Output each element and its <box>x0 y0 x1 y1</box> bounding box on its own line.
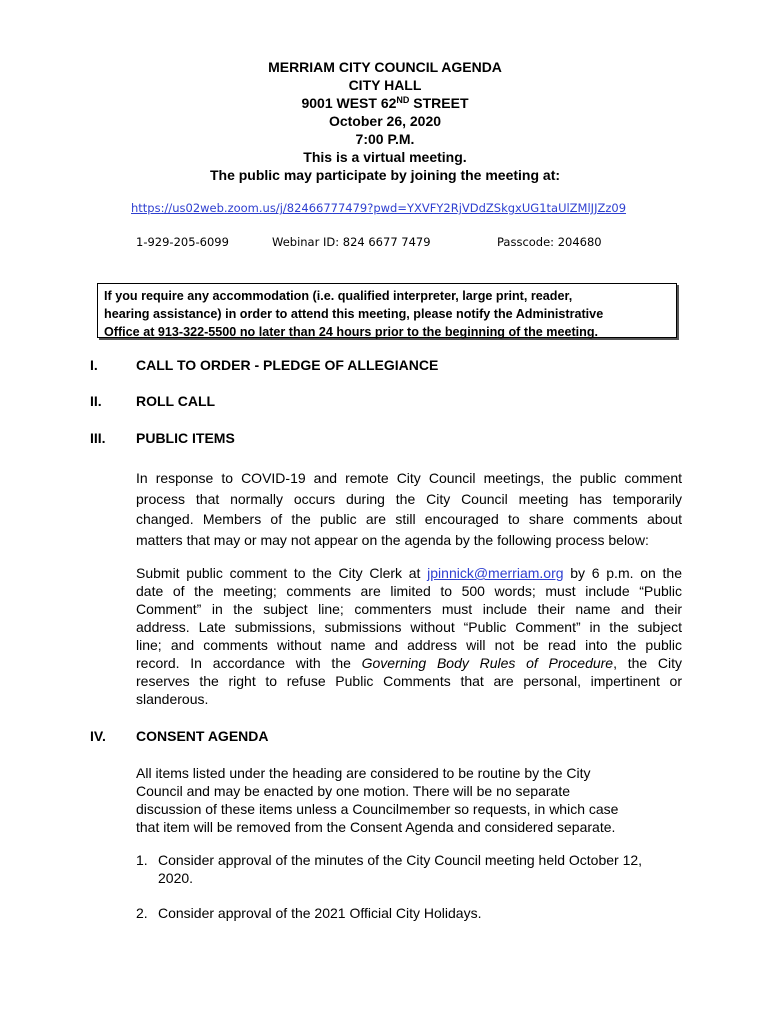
section-number: II. <box>90 393 102 409</box>
paragraph-line: Comment” in the subject line; commenters must include their name and their <box>136 601 682 617</box>
paragraph-line: Council and may be enacted by one motion. There will be no separate <box>136 783 571 799</box>
section-title: CALL TO ORDER - PLEDGE OF ALLEGIANCE <box>136 357 439 373</box>
notice-line: If you require any accommodation (i.e. qualified interpreter, large print, reader, <box>104 289 573 303</box>
section-title: ROLL CALL <box>136 393 216 409</box>
rules-of-procedure-title: Governing Body Rules of Procedure <box>361 655 614 671</box>
item-line: 2020. <box>158 870 194 886</box>
text-span: by 6 p.m. on the <box>563 565 682 581</box>
paragraph-line: date of the meeting; comments are limited to 500 words; must include “Public <box>136 583 682 599</box>
item-line: Consider approval of the 2021 Official City Holidays. <box>158 905 482 921</box>
text-span: Submit public comment to the City Clerk at <box>136 565 428 581</box>
section-number: IV. <box>90 728 106 744</box>
venue: CITY HALL <box>348 77 422 93</box>
paragraph-line: All items listed under the heading are considered to be routine by the City <box>136 765 591 781</box>
public-comment-intro <box>136 468 682 550</box>
text-span: , the City <box>613 655 683 671</box>
public-comment-instructions <box>136 564 682 708</box>
address-superscript: ND <box>396 95 410 105</box>
paragraph-line: matters that may or may not appear on the agenda by the following process below: <box>136 531 649 548</box>
participate-notice: The public may participate by joining the meeting at: <box>209 167 561 183</box>
clerk-email-link[interactable]: jpinnick@merriam.org <box>427 565 564 581</box>
address <box>0 94 770 112</box>
paragraph-line <box>136 564 682 582</box>
accommodation-notice-box <box>97 283 677 338</box>
meeting-date: October 26, 2020 <box>328 113 442 129</box>
virtual-notice: This is a virtual meeting. <box>303 149 467 165</box>
agenda-title: MERRIAM CITY COUNCIL AGENDA <box>268 59 502 75</box>
item-text <box>158 851 682 887</box>
paragraph-line: discussion of these items unless a Councilmember so requests, in which case <box>136 801 619 817</box>
section-number: III. <box>90 430 106 446</box>
meeting-time: 7:00 P.M. <box>355 131 415 147</box>
agenda-header <box>0 58 770 184</box>
section-number: I. <box>90 357 98 373</box>
paragraph-line: slanderous. <box>136 691 209 707</box>
item-line: Consider approval of the minutes of the City Council meeting held October 12, <box>158 852 643 868</box>
item-text <box>158 904 682 922</box>
dial-in-phone: 1-929-205-6099 <box>136 235 229 249</box>
item-number: 1. <box>136 852 148 868</box>
paragraph-line: reserves the right to refuse Public Comments that are personal, impertinent or <box>136 673 682 689</box>
section-title: CONSENT AGENDA <box>136 728 269 744</box>
paragraph-line: In response to COVID-19 and remote City Council meetings, the public comment <box>136 470 682 486</box>
zoom-meeting-link[interactable]: https://us02web.zoom.us/j/82466777479?pwd=YXVFY2RjVDdZSkgxUG1taUlZMlJJZz09 <box>131 201 627 215</box>
paragraph-line: line; and comments without name and address will not be read into the public <box>136 637 682 653</box>
text-span: record. In accordance with the <box>136 655 362 671</box>
notice-line: hearing assistance) in order to attend this meeting, please notify the Administrative <box>104 307 604 321</box>
consent-agenda-intro <box>136 764 682 836</box>
address-suffix: STREET <box>409 95 469 111</box>
notice-line: Office at 913-322-5500 no later than 24 hours prior to the beginning of the meeting. <box>104 325 599 339</box>
address-main: 9001 WEST 62 <box>301 95 397 111</box>
paragraph-line <box>136 654 682 672</box>
paragraph-line: changed. Members of the public are still encouraged to share comments about <box>136 511 682 527</box>
section-title: PUBLIC ITEMS <box>136 430 235 446</box>
item-number: 2. <box>136 905 148 921</box>
paragraph-line: address. Late submissions, submissions without “Public Comment” in the subject <box>136 619 682 635</box>
webinar-id: Webinar ID: 824 6677 7479 <box>272 235 431 249</box>
paragraph-line: that item will be removed from the Consent Agenda and considered separate. <box>136 819 616 835</box>
paragraph-line: process that normally occurs during the City Council meeting has temporarily <box>136 490 682 507</box>
passcode: Passcode: 204680 <box>497 235 602 249</box>
